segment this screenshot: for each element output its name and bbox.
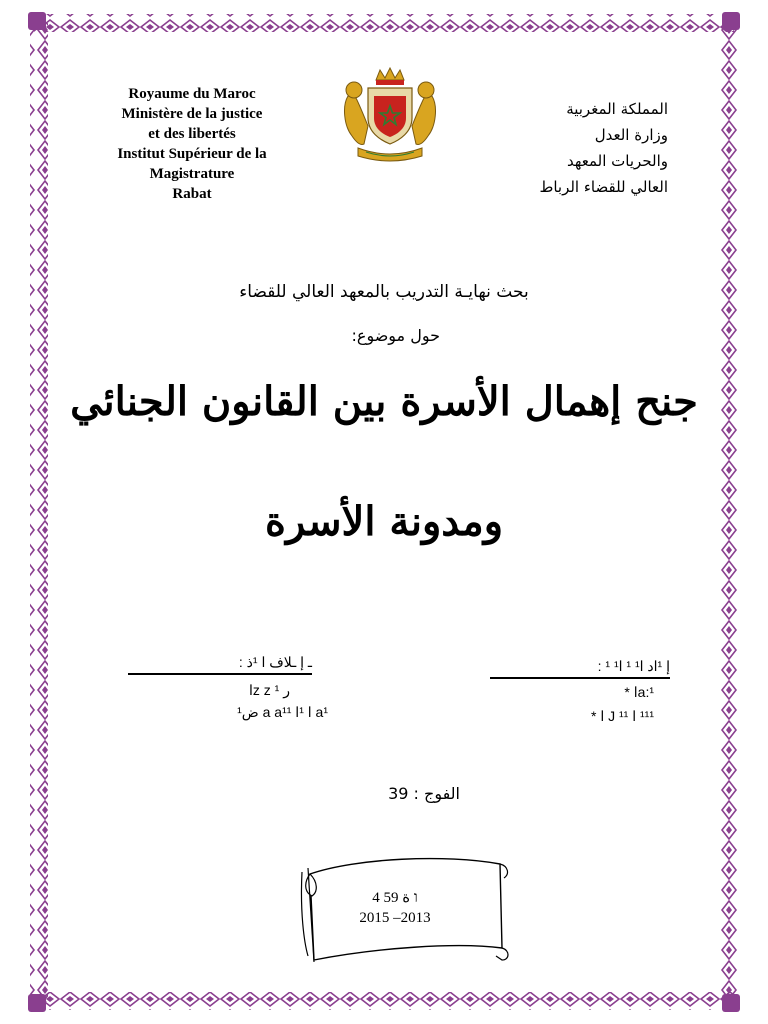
header-fr-line2: Ministère de la justice xyxy=(121,106,263,122)
header-fr-line5: Magistrature xyxy=(149,166,235,182)
header-ar-line3: والحريات المعهد xyxy=(566,152,668,170)
prepared-by-line3: ¹¹¹ ا J ¹¹ ا * xyxy=(590,708,654,724)
scroll-banner-icon xyxy=(296,852,516,966)
research-subtitle: بحث نهايـة التدريب بالمعهد العالي للقضاء xyxy=(239,282,529,302)
prepared-by-label: إ ¹اد ا¹ ¹ ا¹ ¹ : xyxy=(490,658,670,679)
header-fr-line4: Institut Supérieur de la xyxy=(117,146,267,162)
header-french xyxy=(92,84,292,204)
header-fr-line3: et des libertés xyxy=(148,126,236,142)
header-arabic xyxy=(468,96,668,200)
header-fr-line6: Rabat xyxy=(172,186,212,202)
thesis-title-line1: جنح إهمال الأسرة بين القانون الجنائي xyxy=(70,378,698,425)
supervisor-line2: ر z z ¹ا xyxy=(249,682,290,698)
thesis-title-line2: ومدونة الأسرة xyxy=(264,498,504,545)
supervisor-line3: a¹ ا ¹ا a a¹¹ ض¹ xyxy=(237,704,328,720)
scroll-line1: 4 5ו ة 9 xyxy=(372,890,418,906)
moroccan-coat-of-arms-icon xyxy=(338,66,442,162)
header-ar-line2: وزارة العدل xyxy=(594,126,668,144)
header-fr-line1: Royaume du Maroc xyxy=(128,86,256,102)
topic-label: حول موضوع: xyxy=(351,326,440,345)
supervisor-label: ـ إ ـلاف ا ¹ذ : xyxy=(128,654,312,675)
prepared-by-line2: a:¹ا * xyxy=(624,684,654,700)
header-ar-line4: العالي للقضاء الرباط xyxy=(539,178,668,196)
academic-year: 2015 –2013 xyxy=(359,910,431,926)
header-ar-line1: المملكة المغربية xyxy=(566,100,668,118)
cohort-number: الفوج : 39 xyxy=(388,784,460,803)
